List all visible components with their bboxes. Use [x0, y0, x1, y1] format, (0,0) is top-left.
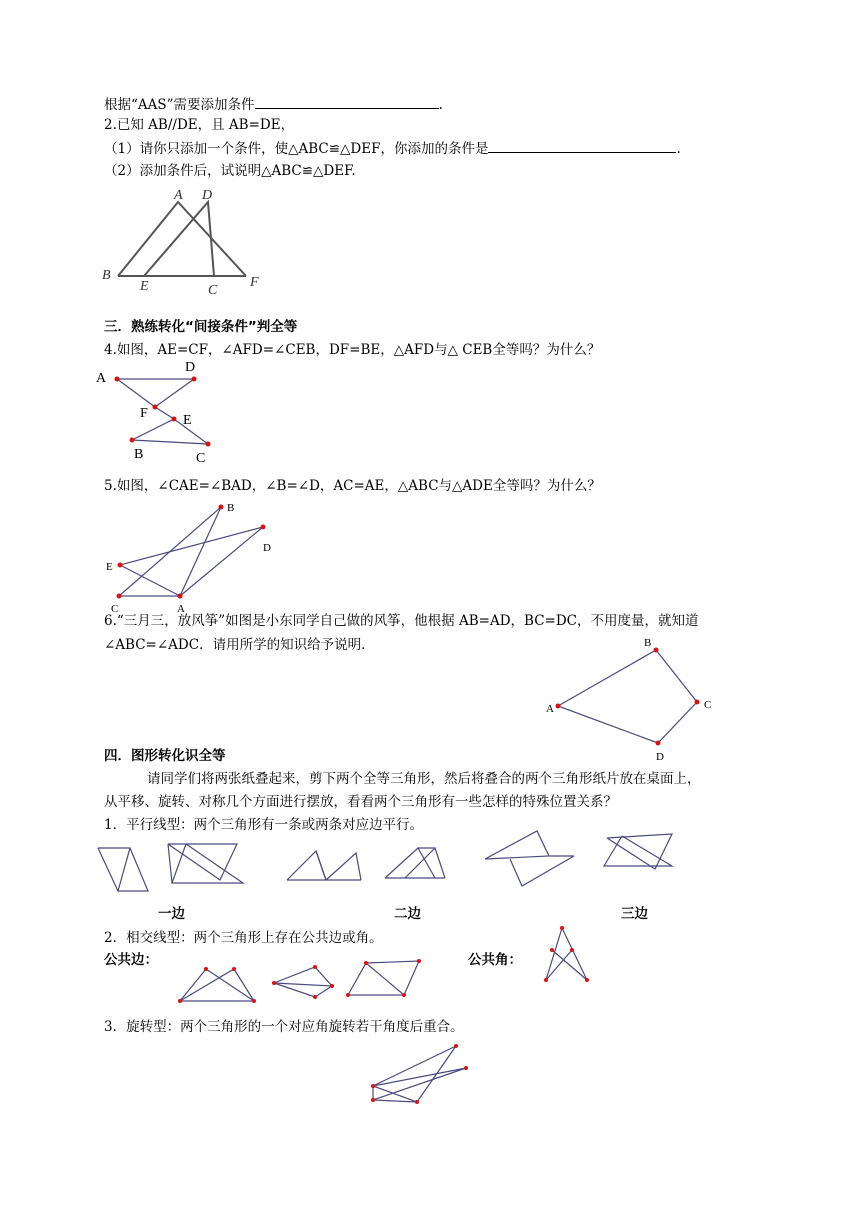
section-4-heading: 四．图形转化识全等 [104, 748, 226, 764]
label-a: A [174, 188, 183, 203]
label-a: A [96, 371, 107, 386]
type-2-intersecting: 2．相交线型：两个三角形上存在公共边或角。 [104, 930, 383, 946]
caption-one-side: 一边 [158, 906, 185, 922]
label-c: C [704, 699, 712, 711]
triangle-def [144, 202, 214, 276]
problem-5: 5.如图，∠CAE=∠BAD，∠B=∠D，AC=AE，△ABC与△ADE全等吗？为什么？ [104, 478, 601, 494]
parallel-type-figures [90, 826, 690, 896]
label-d: D [185, 360, 196, 375]
problem-4: 4.如图，AE=CF，∠AFD=∠CEB，DF=BE，△AFD与△ CEB全等吗？为什么？ [104, 342, 601, 358]
figure-6-kite [540, 636, 720, 766]
condition-line-aas: 根据“AAS”需要添加条件 . [104, 97, 443, 113]
label-b: B [134, 447, 144, 462]
label-d: D [656, 751, 664, 763]
problem-2-given: 2.已知 AB//DE，且 AB=DE， [104, 117, 295, 133]
label-b: B [102, 268, 111, 283]
problem-6-line2: ∠ABC=∠ADC．请用所学的知识给予说明． [104, 637, 375, 653]
label-c: C [111, 603, 119, 615]
problem-2-part1: （1）请你只添加一个条件，使△ABC≌△DEF，你添加的条件是 . [104, 141, 681, 157]
label-f: F [250, 275, 259, 290]
rotation-type-figure [365, 1040, 475, 1110]
paragraph-line2: 从平移、旋转、对称几个方面进行摆放，看看两个三角形有一些怎样的特殊位置关系？ [104, 794, 617, 810]
common-angle-label: 公共角： [468, 952, 522, 968]
triangle-abc [118, 202, 246, 276]
problem-6-line1: 6.“三月三，放风筝”如图是小东同学自己做的风筝，他根据 AB=AD，BC=DC，不用度量，就知道 [104, 613, 699, 629]
label-e: E [140, 279, 149, 294]
label-c: C [208, 283, 218, 298]
label-d: D [263, 542, 271, 554]
common-side-label: 公共边： [104, 952, 158, 968]
section-3-heading: 三．熟练转化“间接条件”判全等 [104, 319, 298, 335]
label-f: F [140, 406, 148, 421]
label-c: C [196, 451, 206, 466]
answer-blank[interactable] [255, 95, 439, 109]
caption-three-sides: 三边 [621, 906, 648, 922]
intersecting-type-figures [170, 920, 630, 1000]
label-b: B [227, 502, 235, 514]
label-a: A [177, 603, 185, 615]
figure-5 [100, 498, 280, 613]
figure-4 [94, 360, 224, 470]
label-e: E [106, 561, 113, 573]
paragraph-line1: 请同学们将两张纸叠起来，剪下两个全等三角形，然后将叠合的两个三角形纸片放在桌面上， [147, 771, 701, 787]
caption-two-sides: 二边 [394, 906, 421, 922]
label-b: B [644, 637, 652, 649]
type-3-rotation: 3．旋转型：两个三角形的一个对应角旋转若干角度后重合。 [104, 1019, 464, 1035]
label-a: A [546, 703, 554, 715]
answer-blank[interactable] [488, 139, 676, 153]
figure-triangles-abc-def [98, 186, 268, 296]
problem-2-part2: （2）添加条件后，试说明△ABC≌△DEF. [104, 163, 356, 179]
label-d: D [202, 188, 213, 203]
label-e: E [183, 413, 192, 428]
type-1-parallel: 1．平行线型：两个三角形有一条或两条对应边平行。 [104, 817, 424, 833]
